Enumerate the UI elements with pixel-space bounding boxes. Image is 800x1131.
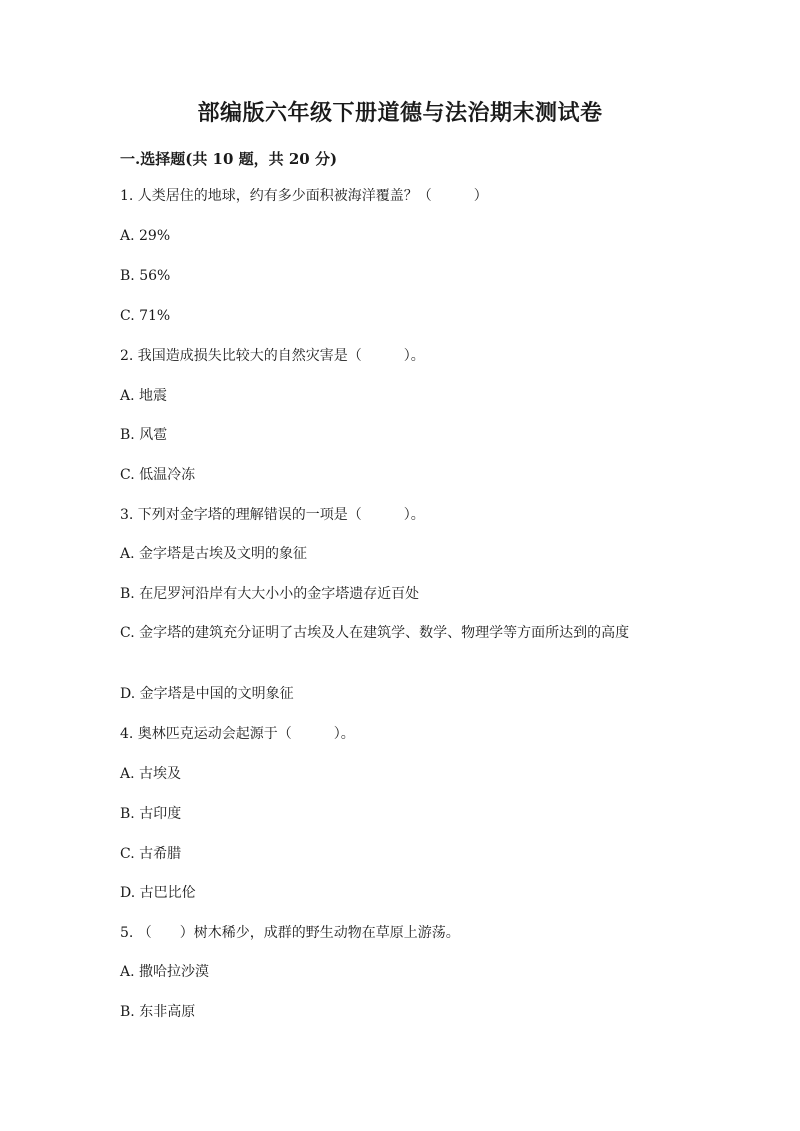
question-3-option-b: B. 在尼罗河沿岸有大大小小的金字塔遗存近百处 — [120, 586, 420, 602]
question-1-stem: 1. 人类居住的地球，约有多少面积被海洋覆盖？（ ） — [120, 188, 488, 204]
question-4-stem: 4. 奥林匹克运动会起源于（ ）。 — [120, 726, 355, 742]
question-2-stem: 2. 我国造成损失比较大的自然灾害是（ ）。 — [120, 348, 425, 364]
question-3-option-a: A. 金字塔是古埃及文明的象征 — [120, 546, 308, 562]
question-4-option-d: D. 古巴比伦 — [120, 885, 196, 901]
question-2-option-b: B. 风雹 — [120, 427, 168, 443]
question-4-option-b: B. 古印度 — [120, 806, 182, 822]
question-1-option-b: B. 56% — [120, 268, 171, 284]
question-1-option-a: A. 29% — [120, 228, 171, 244]
question-3-stem: 3. 下列对金字塔的理解错误的一项是（ ）。 — [120, 507, 425, 523]
question-2-option-a: A. 地震 — [120, 388, 168, 404]
section-heading: 一.选择题(共 10 题，共 20 分) — [120, 150, 338, 168]
question-1-option-c: C. 71% — [120, 308, 171, 324]
question-5-stem: 5. （ ）树木稀少，成群的野生动物在草原上游荡。 — [120, 925, 460, 941]
question-4-option-a: A. 古埃及 — [120, 766, 182, 782]
question-3-option-c: C. 金字塔的建筑充分证明了古埃及人在建筑学、数学、物理学等方面所达到的高度 — [120, 625, 630, 641]
question-3-option-d: D. 金字塔是中国的文明象征 — [120, 686, 294, 702]
question-5-option-b: B. 东非高原 — [120, 1004, 196, 1020]
question-5-option-a: A. 撒哈拉沙漠 — [120, 964, 210, 980]
question-4-option-c: C. 古希腊 — [120, 846, 182, 862]
question-2-option-c: C. 低温冷冻 — [120, 467, 196, 483]
page-title: 部编版六年级下册道德与法治期末测试卷 — [197, 100, 603, 126]
